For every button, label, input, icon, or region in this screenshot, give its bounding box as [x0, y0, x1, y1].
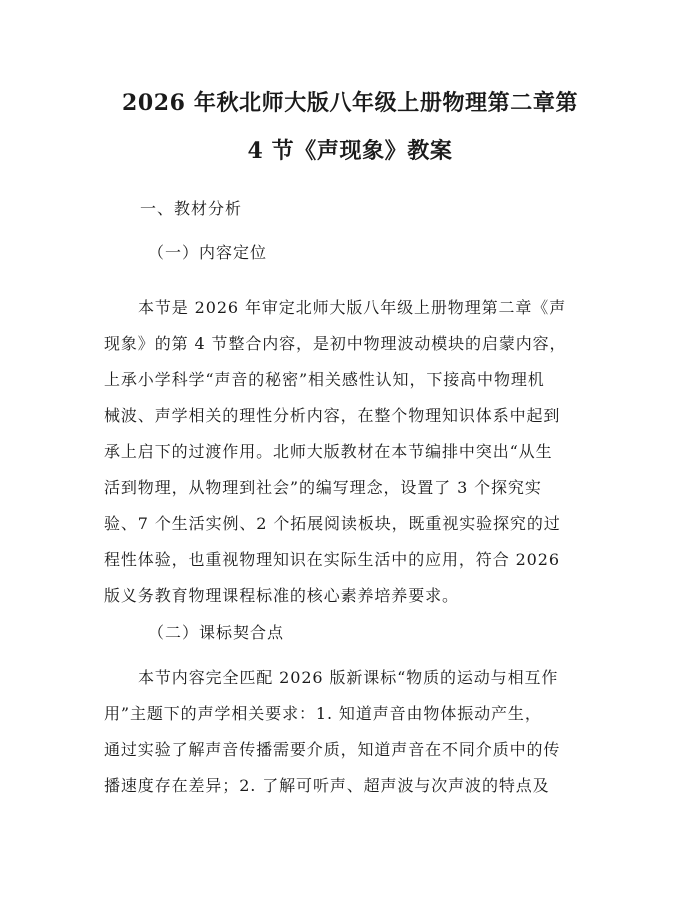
paragraph-line: 用”主题下的声学相关要求：1. 知道声音由物体振动产生，	[104, 704, 542, 723]
paragraph-line: 程性体验，也重视物理知识在实际生活中的应用，符合 2026	[104, 550, 560, 569]
document-title-line-2: 4 节《声现象》教案	[247, 138, 453, 164]
paragraph-line: 通过实验了解声音传播需要介质，知道声音在不同介质中的传	[104, 740, 561, 759]
paragraph-content-positioning	[104, 290, 604, 614]
paragraph-line: 播速度存在差异；2. 了解可听声、超声波与次声波的特点及	[104, 776, 550, 795]
subsection-heading-curriculum-alignment: （二）课标契合点	[148, 623, 285, 642]
paragraph-line: 验、7 个生活实例、2 个拓展阅读板块，既重视实验探究的过	[104, 514, 561, 533]
paragraph-curriculum-alignment	[104, 660, 604, 804]
document-title-line-1: 2026 年秋北师大版八年级上册物理第二章第	[121, 90, 579, 116]
subsection-heading-content-positioning: （一）内容定位	[148, 243, 268, 262]
paragraph-line: 本节内容完全匹配 2026 版新课标“物质的运动与相互作	[138, 668, 559, 687]
paragraph-line: 械波、声学相关的理性分析内容，在整个物理知识体系中起到	[104, 406, 561, 425]
paragraph-line: 现象》的第 4 节整合内容，是初中物理波动模块的启蒙内容，	[104, 334, 567, 353]
paragraph-line: 版义务教育物理课程标准的核心素养培养要求。	[104, 586, 459, 605]
paragraph-line: 活到物理，从物理到社会”的编写理念，设置了 3 个探究实	[104, 478, 542, 497]
paragraph-line: 上承小学科学“声音的秘密”相关感性认知，下接高中物理机	[104, 370, 545, 389]
section-heading-teaching-material-analysis: 一、教材分析	[140, 199, 243, 218]
paragraph-line: 承上启下的过渡作用。北师大版教材在本节编排中突出“从生	[104, 442, 553, 461]
paragraph-line: 本节是 2026 年审定北师大版八年级上册物理第二章《声	[138, 298, 567, 317]
